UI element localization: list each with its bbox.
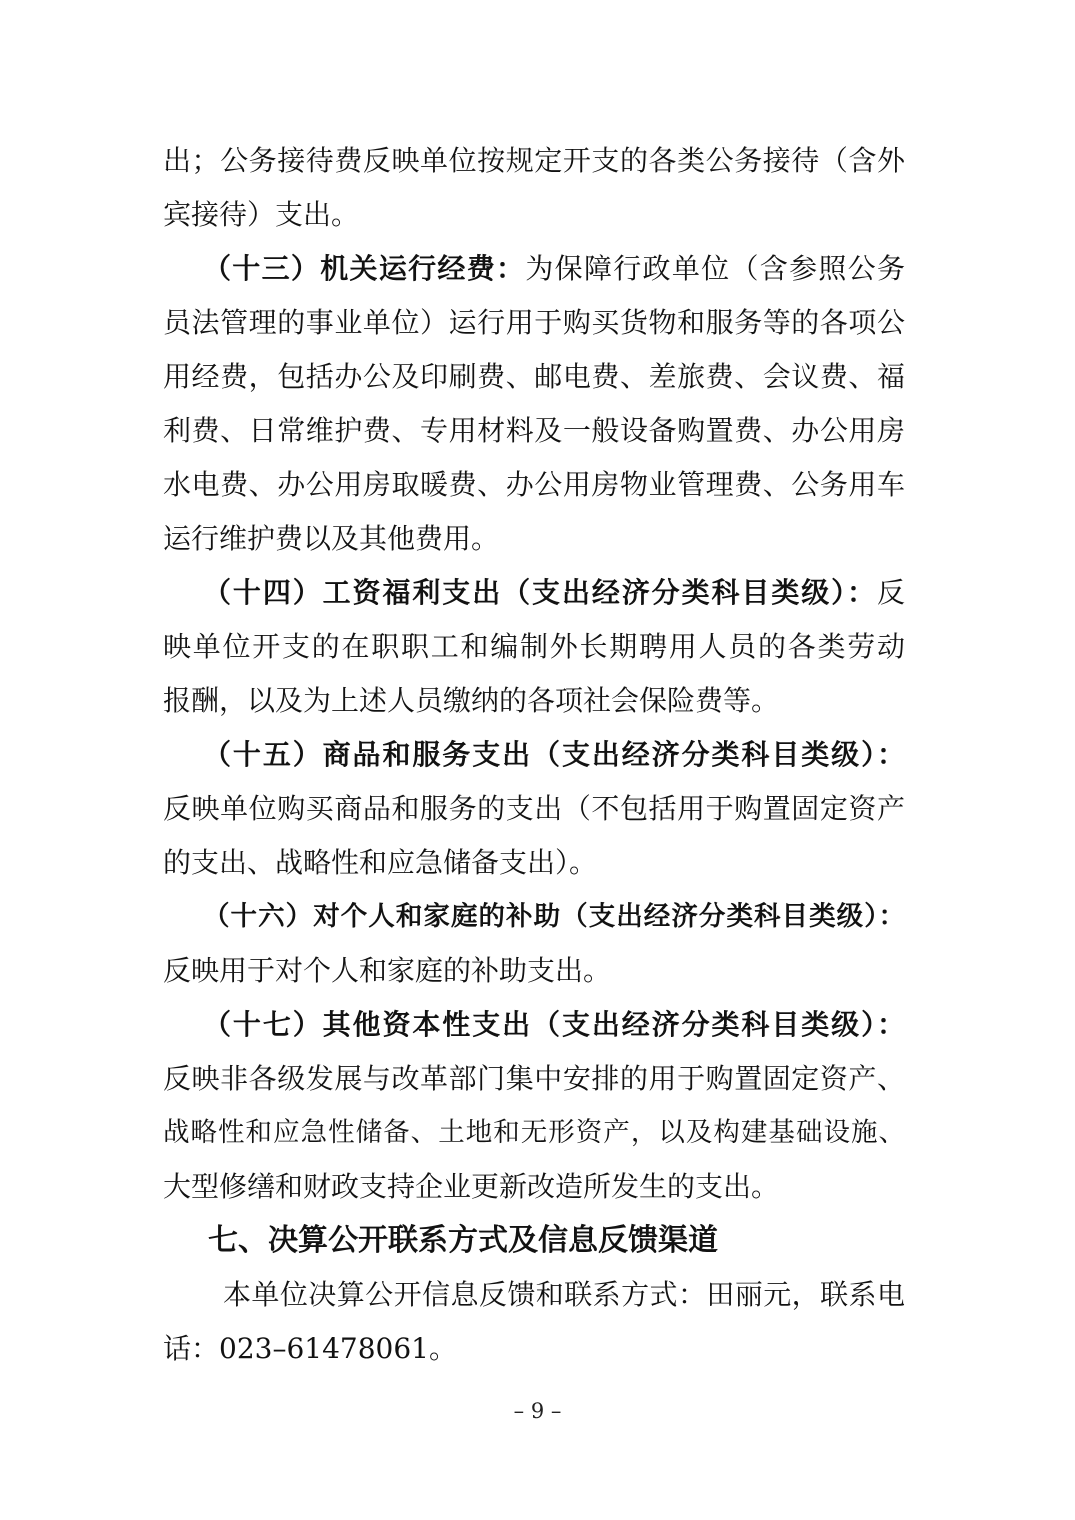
text-line	[163, 296, 905, 350]
body-text: 反	[876, 576, 905, 609]
text-line	[163, 134, 905, 188]
text-line	[163, 782, 905, 836]
text-line	[163, 1106, 905, 1160]
text-line	[163, 620, 905, 674]
body-text: 为保障行政单位（含参照公务	[525, 252, 905, 285]
text-line	[163, 242, 905, 296]
body-text: 出；公务接待费反映单位按规定开支的各类公务接待（含外	[163, 144, 905, 177]
body-text: 战略性和应急性储备、土地和无形资产，以及构建基础设施、	[163, 1117, 905, 1148]
text-line	[163, 890, 905, 944]
text-line	[163, 350, 905, 404]
text-line	[163, 998, 905, 1052]
body-text: 员法管理的事业单位）运行用于购买货物和服务等的各项公	[163, 306, 905, 339]
emphasis-text: （十六）对个人和家庭的补助（支出经济分类科目类级）：	[203, 901, 905, 932]
emphasis-text: （十四）工资福利支出（支出经济分类科目类级）：	[203, 576, 877, 609]
document-body	[163, 134, 905, 1376]
body-text: 利费、日常维护费、专用材料及一般设备购置费、办公用房	[163, 414, 905, 447]
text-line	[163, 728, 905, 782]
body-text: 反映单位购买商品和服务的支出（不包括用于购置固定资产	[163, 792, 905, 825]
text-line	[163, 674, 905, 728]
body-text: 本单位决算公开信息反馈和联系方式：田丽元，联系电	[223, 1278, 905, 1311]
page-number: – 9 –	[513, 1399, 562, 1423]
text-line	[163, 944, 905, 998]
body-text: 大型修缮和财政支持企业更新改造所发生的支出。	[163, 1170, 780, 1203]
emphasis-text: （十七）其他资本性支出（支出经济分类科目类级）：	[203, 1008, 905, 1041]
text-line	[163, 1322, 905, 1376]
text-line	[163, 404, 905, 458]
body-text: 水电费、办公用房取暖费、办公用房物业管理费、公务用车	[163, 468, 905, 501]
section-heading	[163, 1214, 905, 1268]
body-text: 反映用于对个人和家庭的补助支出。	[163, 954, 612, 987]
body-text: 七、决算公开联系方式及信息反馈渠道	[208, 1223, 718, 1258]
text-line	[163, 566, 905, 620]
text-line	[163, 836, 905, 890]
body-text: 映单位开支的在职职工和编制外长期聘用人员的各类劳动	[163, 630, 905, 663]
emphasis-text: （十三）机关运行经费：	[203, 252, 526, 285]
text-line	[163, 1160, 905, 1214]
text-line	[163, 512, 905, 566]
text-line	[163, 458, 905, 512]
text-line	[163, 1052, 905, 1106]
body-text: 话：023–61478061。	[163, 1332, 457, 1365]
body-text: 用经费，包括办公及印刷费、邮电费、差旅费、会议费、福	[163, 360, 905, 393]
body-text: 的支出、战略性和应急储备支出）。	[163, 846, 598, 879]
body-text: 宾接待）支出。	[163, 198, 360, 231]
text-line	[163, 188, 905, 242]
text-line	[163, 1268, 905, 1322]
emphasis-text: （十五）商品和服务支出（支出经济分类科目类级）：	[203, 738, 905, 771]
body-text: 运行维护费以及其他费用。	[163, 522, 500, 555]
body-text: 报酬，以及为上述人员缴纳的各项社会保险费等。	[163, 684, 780, 717]
body-text: 反映非各级发展与改革部门集中安排的用于购置固定资产、	[163, 1062, 905, 1095]
